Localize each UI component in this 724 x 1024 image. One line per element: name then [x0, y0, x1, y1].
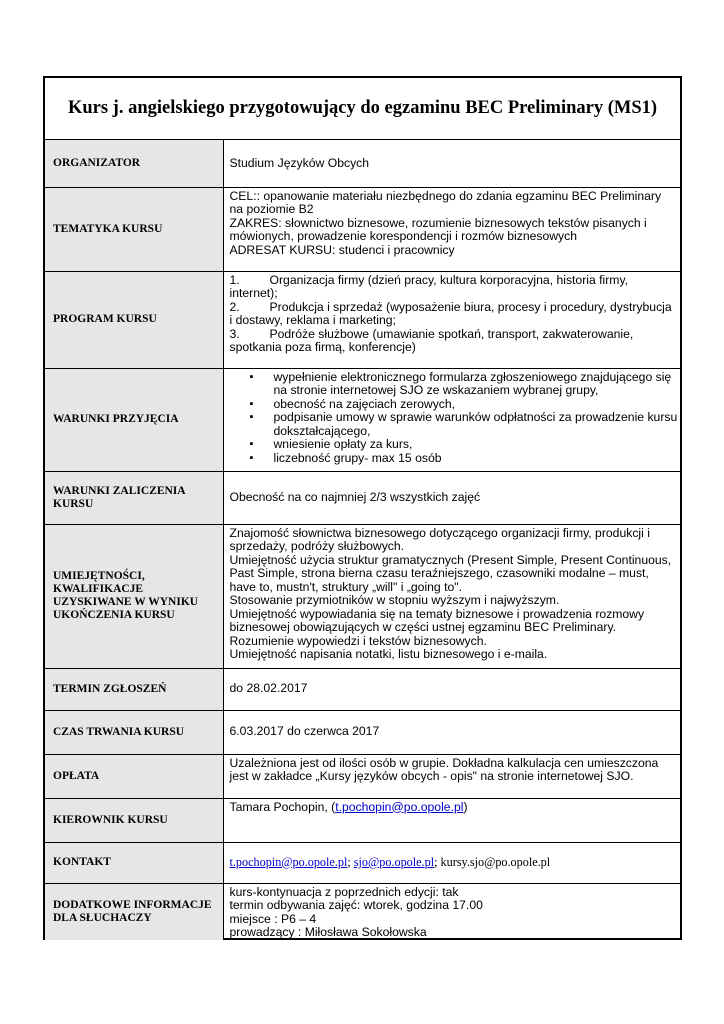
page-title: Kurs j. angielskiego przygotowujący do egzaminu BEC Preliminary (MS1): [45, 78, 680, 140]
tematyka-line: mówionych, prowadzenie korespondencji i rozmów biznesowych: [229, 229, 578, 243]
label-kontakt: KONTAKT: [45, 842, 223, 883]
list-item-text: ▪ wypełnienie elektronicznego formularza zgłoszeniowego znajdującego się: [273, 369, 672, 384]
program-item: [230, 274, 677, 288]
label-termin: TERMIN ZGŁOSZEŃ: [45, 668, 223, 710]
row-warunki-przyjecia: [45, 368, 680, 471]
kontakt-email-link[interactable]: t.pochopin@po.opole.pl: [229, 854, 348, 869]
program-item-continuation: spotkania poza firmą, konferencje): [229, 340, 416, 354]
label-warunki-zaliczenia: WARUNKI ZALICZENIA KURSU: [45, 471, 223, 524]
umiejetnosci-line: Znajomość słownictwa biznesowego dotyczącego organizacji firmy, produkcji i: [229, 525, 650, 540]
list-item: [250, 411, 677, 438]
umiejetnosci-line: sprzedaży, podróży służbowych.: [229, 539, 405, 553]
kontakt-email-text: kursy.sjo@po.opole.pl: [440, 854, 551, 869]
tematyka-line: na poziomie B2: [229, 202, 314, 216]
program-item: [230, 301, 677, 315]
umiejetnosci-line: Umiejętność napisania notatki, listu biznesowego i e-maila.: [229, 647, 548, 661]
requirements-list: [230, 371, 677, 466]
value-tematyka: [223, 187, 680, 271]
value-kontakt: [223, 842, 680, 883]
value-umiejetnosci: [223, 524, 680, 668]
dodatkowe-line: termin odbywania zajęć: wtorek, godzina 17.00: [229, 898, 483, 912]
value-organizator: Studium Języków Obcych: [223, 140, 680, 187]
row-dodatkowe: [45, 883, 680, 940]
value-termin: do 28.02.2017: [223, 668, 680, 710]
value-dodatkowe: [223, 883, 680, 940]
row-kontakt: [45, 842, 680, 883]
program-item-number: 2.: [229, 299, 240, 314]
label-dodatkowe: DODATKOWE INFORMACJE DLA SŁUCHACZY: [45, 883, 223, 940]
list-item: [250, 398, 677, 412]
label-kierownik: KIEROWNIK KURSU: [45, 798, 223, 842]
program-item-text: Organizacja firmy (dzień pracy, kultura korporacyjna, historia firmy,: [269, 272, 629, 287]
row-kierownik: [45, 798, 680, 842]
umiejetnosci-line: have to, mustn't, struktury „will" i „going to".: [229, 579, 462, 594]
row-oplata: [45, 754, 680, 798]
row-organizator: [45, 140, 680, 187]
program-item-number: 1.: [229, 272, 240, 287]
value-kierownik: [223, 798, 680, 842]
program-item-continuation: internet);: [229, 286, 278, 300]
list-item: [250, 438, 677, 452]
value-warunki-przyjecia: [223, 368, 680, 471]
umiejetnosci-line: Past Simple, strona bierna czasu teraźniejszego, czasowniki modalne – must,: [229, 566, 649, 580]
label-umiejetnosci: UMIEJĘTNOŚCI, KWALIFIKACJE UZYSKIWANE W WYNIKU UKOŃCZENIA KURSU: [45, 524, 223, 668]
row-czas: [45, 710, 680, 754]
kierownik-email-link[interactable]: t.pochopin@po.opole.pl: [335, 799, 464, 814]
dodatkowe-line: kurs-kontynuacja z poprzednich edycji: tak: [229, 884, 459, 899]
kontakt-email-link[interactable]: sjo@po.opole.pl: [353, 854, 435, 869]
row-umiejetnosci: [45, 524, 680, 668]
kontakt-separator: ;: [434, 854, 441, 869]
program-item: [230, 328, 677, 342]
dodatkowe-line: prowadzący : Miłosława Sokołowska: [229, 925, 427, 939]
list-item-text: ▪ liczebność grupy- max 15 osób: [273, 450, 442, 465]
program-item-continuation: i dostawy, reklama i marketing;: [229, 313, 396, 327]
program-item-text: Podróże służbowe (umawianie spotkań, transport, zakwaterowanie,: [269, 326, 634, 341]
list-item-continuation: na stronie internetowej SJO ze wskazaniem wybranej grupy,: [273, 383, 599, 397]
label-warunki-przyjecia: WARUNKI PRZYJĘCIA: [45, 368, 223, 471]
program-item-number: 3.: [229, 326, 240, 341]
umiejetnosci-line: biznesowej obowiązujących w części ustnej egzaminu BEC Preliminary.: [229, 620, 617, 634]
kontakt-separator: ;: [347, 854, 354, 869]
umiejetnosci-line: Rozumienie wypowiedzi i tekstów biznesowych.: [229, 633, 487, 648]
label-organizator: ORGANIZATOR: [45, 140, 223, 187]
label-program: PROGRAM KURSU: [45, 271, 223, 368]
list-item-text: ▪ wniesienie opłaty za kurs,: [273, 437, 413, 451]
program-item-text: Produkcja i sprzedaż (wyposażenie biura, procesy i procedury, dystrybucja: [269, 299, 672, 314]
value-czas: 6.03.2017 do czerwca 2017: [223, 710, 680, 754]
value-oplata: [223, 754, 680, 798]
list-item: [250, 371, 677, 398]
label-oplata: OPŁATA: [45, 754, 223, 798]
course-info-table: [45, 140, 680, 940]
dodatkowe-line: miejsce : P6 – 4: [229, 911, 317, 926]
kierownik-name: Tamara Pochopin, (: [229, 799, 336, 814]
kierownik-suffix: ): [463, 799, 468, 814]
label-tematyka: TEMATYKA KURSU: [45, 187, 223, 271]
oplata-line: jest w zakładce „Kursy języków obcych - opis" na stronie internetowej SJO.: [229, 769, 634, 783]
list-item: [250, 452, 677, 466]
row-program: [45, 271, 680, 368]
label-czas: CZAS TRWANIA KURSU: [45, 710, 223, 754]
value-program: [223, 271, 680, 368]
row-termin: [45, 668, 680, 710]
umiejetnosci-line: Umiejętność użycia struktur gramatycznych (Present Simple, Present Continuous,: [229, 552, 672, 567]
list-item-text: ▪ podpisanie umowy w sprawie warunków odpłatności za prowadzenie kursu: [273, 410, 678, 424]
tematyka-line: ADRESAT KURSU: studenci i pracownicy: [229, 242, 455, 257]
list-item-continuation: dokształcającego,: [273, 423, 371, 438]
umiejetnosci-line: Stosowanie przymiotników w stopniu wyższym i najwyższym.: [229, 593, 560, 607]
tematyka-line: ZAKRES: słownictwo biznesowe, rozumienie biznesowych tekstów pisanych i: [229, 215, 647, 230]
list-item-text: ▪ obecność na zajęciach zerowych,: [273, 396, 456, 411]
umiejetnosci-line: Umiejętność wypowiadania się na tematy biznesowe i prowadzenia rozmowy: [229, 606, 645, 621]
oplata-line: Uzależniona jest od ilości osób w grupie. Dokładna kalkulacja cen umieszczona: [229, 755, 659, 770]
row-tematyka: [45, 187, 680, 271]
tematyka-line: CEL:: opanowanie materiału niezbędnego do zdania egzaminu BEC Preliminary: [229, 188, 662, 203]
value-warunki-zaliczenia: Obecność na co najmniej 2/3 wszystkich zajęć: [223, 471, 680, 524]
row-warunki-zaliczenia: [45, 471, 680, 524]
